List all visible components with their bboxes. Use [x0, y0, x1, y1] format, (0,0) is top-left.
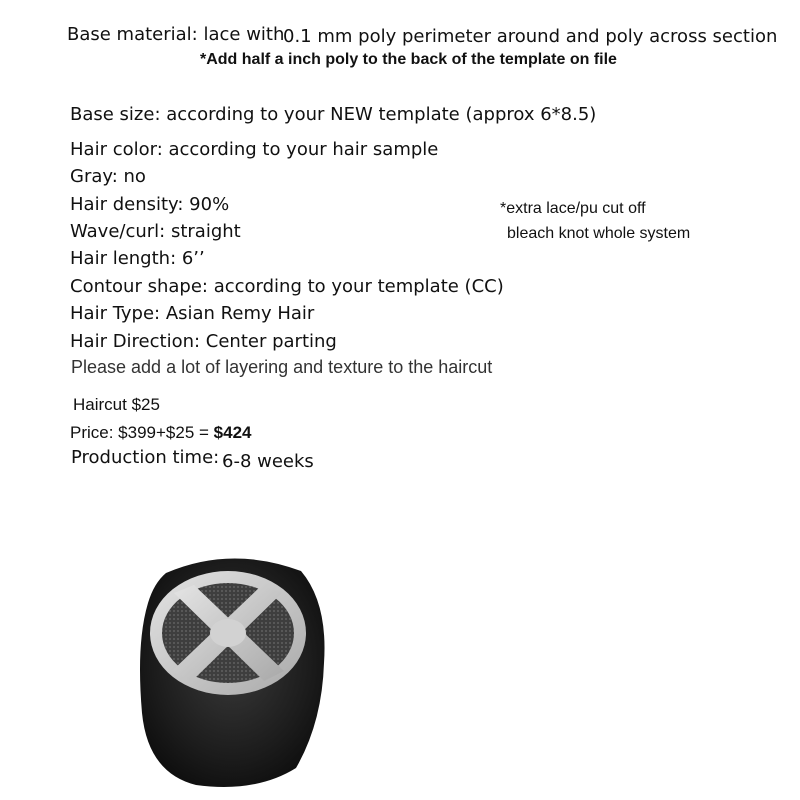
hairpiece-photo — [136, 553, 326, 788]
hair-type-line: Hair Type: Asian Remy Hair — [70, 303, 315, 324]
base-material-value: 0.1 mm poly perimeter around and poly across section — [283, 26, 778, 47]
poly-center — [210, 619, 246, 647]
base-size-line: Base size: according to your NEW template (approx 6*8.5) — [70, 104, 597, 125]
wave-curl-line: Wave/curl: straight — [70, 221, 241, 242]
gray-line: Gray: no — [70, 166, 146, 187]
hair-density-line: Hair density: 90% — [70, 194, 230, 215]
contour-shape-line: Contour shape: according to your template (CC) — [70, 276, 504, 297]
production-label: Production time: — [71, 447, 220, 468]
hair-direction-line: Hair Direction: Center parting — [70, 331, 337, 352]
layering-note: Please add a lot of layering and texture to the haircut — [71, 357, 493, 377]
hair-length-line: Hair length: 6’’ — [70, 248, 205, 269]
price-total: $424 — [213, 423, 252, 442]
poly-note: *Add half a inch poly to the back of the template on file — [200, 51, 617, 68]
hair-color-line: Hair color: according to your hair sample — [70, 139, 439, 160]
bleach-knot-note: bleach knot whole system — [507, 225, 691, 242]
price-breakdown: Price: $399+$25 = — [70, 423, 214, 442]
production-value: 6-8 weeks — [222, 451, 314, 472]
price-line — [70, 423, 252, 443]
base-material-label: Base material: lace with — [67, 24, 285, 45]
haircut-line: Haircut $25 — [73, 395, 160, 414]
extra-lace-note: *extra lace/pu cut off — [500, 200, 646, 217]
